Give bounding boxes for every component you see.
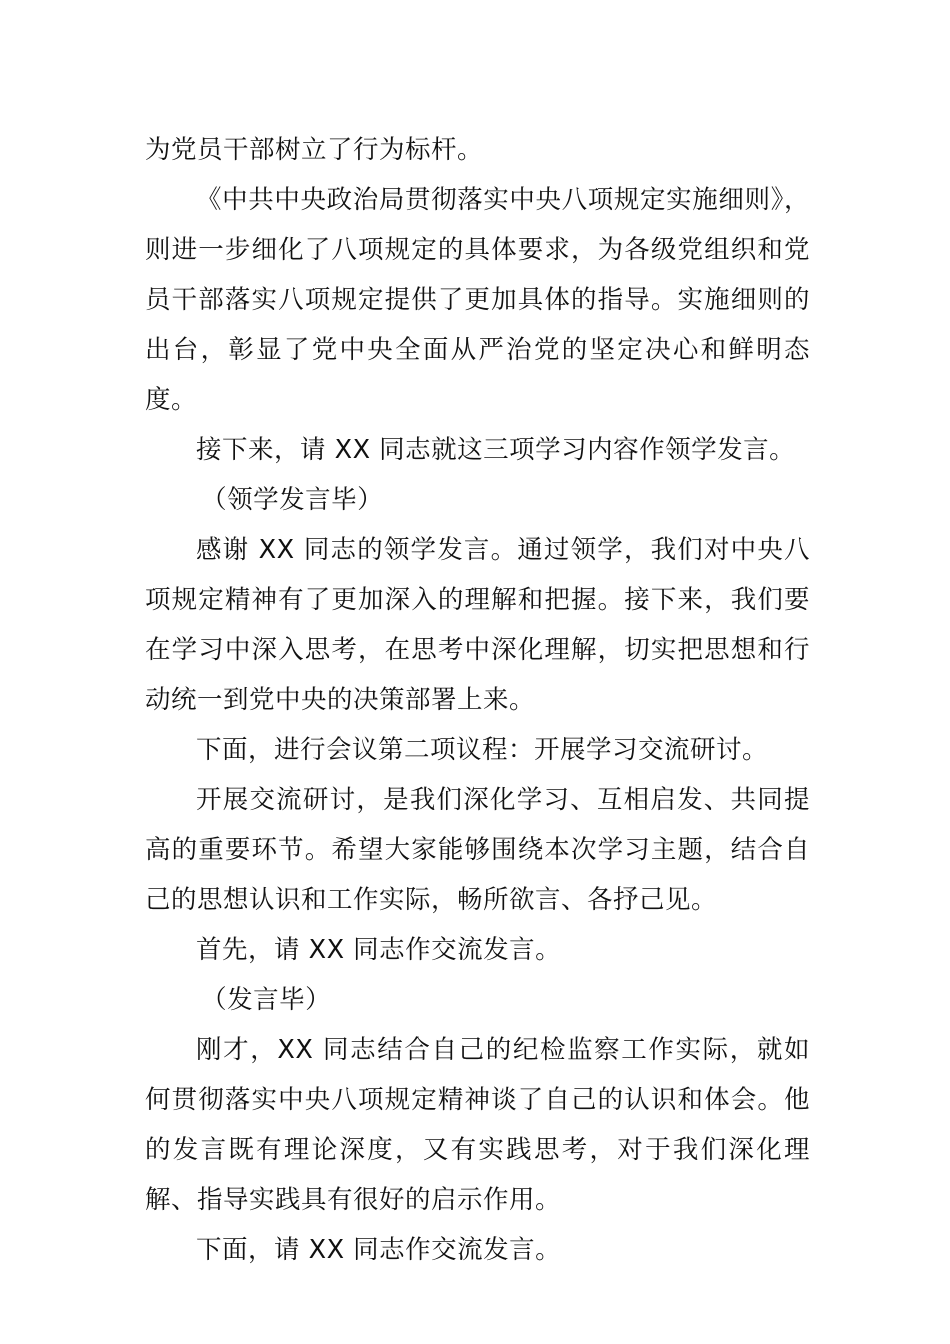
paragraph-2: 《中共中央政治局贯彻落实中央八项规定实施细则》，则进一步细化了八项规定的具体要求，为各级党组织和党员干部落实八项规定提供了更加具体的指导。实施细则的出台，彰显了党中央全面从严治党的坚定决心和鲜明态度。 bbox=[145, 185, 810, 415]
paragraph-9-aside: （发言毕） bbox=[201, 985, 332, 1015]
document-body bbox=[145, 125, 810, 1275]
paragraph-11: 下面，请 XX 同志作交流发言。 bbox=[196, 1235, 562, 1265]
paragraph-8: 首先，请 XX 同志作交流发言。 bbox=[196, 935, 562, 965]
paragraph-1: 为党员干部树立了行为标杆。 bbox=[145, 135, 484, 165]
paragraph-7: 开展交流研讨，是我们深化学习、互相启发、共同提高的重要环节。希望大家能够围绕本次学习主题，结合自己的思想认识和工作实际，畅所欲言、各抒己见。 bbox=[145, 785, 810, 915]
paragraph-5: 感谢 XX 同志的领学发言。通过领学，我们对中央八项规定精神有了更加深入的理解和把握。接下来，我们要在学习中深入思考，在思考中深化理解，切实把思想和行动统一到党中央的决策部署上来。 bbox=[145, 535, 810, 715]
paragraph-3: 接下来，请 XX 同志就这三项学习内容作领学发言。 bbox=[196, 435, 796, 465]
paragraph-4-aside: （领学发言毕） bbox=[201, 485, 384, 515]
paragraph-10: 刚才，XX 同志结合自己的纪检监察工作实际，就如何贯彻落实中央八项规定精神谈了自己的认识和体会。他的发言既有理论深度，又有实践思考，对于我们深化理解、指导实践具有很好的启示作用。 bbox=[145, 1035, 810, 1215]
paragraph-6: 下面，进行会议第二项议程：开展学习交流研讨。 bbox=[196, 735, 769, 765]
